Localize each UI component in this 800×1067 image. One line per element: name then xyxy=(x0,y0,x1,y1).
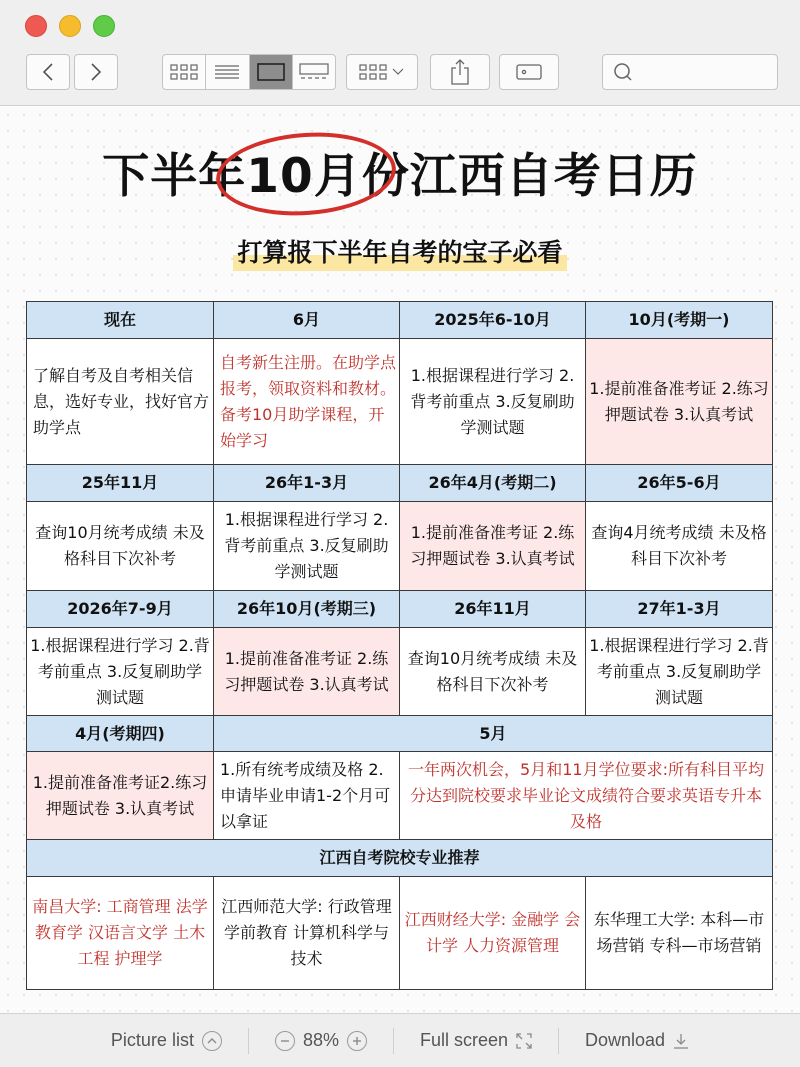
table-cell: 1.提前准备准考证 2.练习押题试卷 3.认真考试 xyxy=(214,628,400,716)
zoom-out-icon[interactable] xyxy=(275,1031,295,1051)
table-cell: 查询10月统考成绩 未及格科目下次补考 xyxy=(400,628,586,716)
back-button[interactable] xyxy=(26,54,70,90)
window-toolbar xyxy=(0,0,800,106)
school-cell: 南昌大学: 工商管理 法学 教育学 汉语言文学 土木工程 护理学 xyxy=(27,877,214,990)
table-row xyxy=(27,877,773,990)
full-screen-label: Full screen xyxy=(419,1030,509,1050)
forward-button[interactable] xyxy=(74,54,118,90)
minimize-window-button[interactable] xyxy=(59,15,81,37)
table-cell: 1.根据课程进行学习 2.背考前重点 3.反复刷助学测试题 xyxy=(27,628,214,716)
table-cell: 1.根据课程进行学习 2.背考前重点 3.反复刷助学测试题 xyxy=(214,502,400,591)
table-cell: 1.提前准备准考证 2.练习押题试卷 3.认真考试 xyxy=(586,339,773,465)
header-cell: 2025年6-10月 xyxy=(400,302,586,339)
table-cell: 了解自考及自考相关信息，选好专业，找好官方助学点 xyxy=(27,339,214,465)
zoom-level: 88% xyxy=(302,1030,339,1050)
search-field[interactable] xyxy=(602,54,778,90)
header-cell: 2026年7-9月 xyxy=(27,591,214,628)
table-row xyxy=(27,339,773,465)
page-subtitle: 打算报下半年自考的宝子必看 xyxy=(233,235,566,271)
table-cell: 1.提前准备准考证 2.练习押题试卷 3.认真考试 xyxy=(400,502,586,591)
cover-flow-icon xyxy=(299,63,329,81)
view-mode-group xyxy=(162,54,336,90)
header-cell: 26年1-3月 xyxy=(214,465,400,502)
chevron-up-icon xyxy=(202,1031,222,1051)
forward-arrow-icon xyxy=(90,62,102,82)
gallery-view-button[interactable] xyxy=(250,55,293,89)
school-cell: 江西师范大学: 行政管理 学前教育 计算机科学与技术 xyxy=(214,877,400,990)
search-input[interactable] xyxy=(639,65,769,80)
list-view-button[interactable] xyxy=(206,55,249,89)
school-cell: 江西财经大学: 金融学 会计学 人力资源管理 xyxy=(400,877,586,990)
section-header: 江西自考院校专业推荐 xyxy=(27,840,773,877)
document-page xyxy=(0,107,800,1013)
list-view-icon xyxy=(214,64,240,80)
table-row xyxy=(27,752,773,840)
download-icon xyxy=(673,1033,689,1049)
search-icon xyxy=(613,62,633,82)
header-cell: 现在 xyxy=(27,302,214,339)
header-cell: 25年11月 xyxy=(27,465,214,502)
header-cell: 5月 xyxy=(214,716,773,752)
icon-view-button[interactable] xyxy=(163,55,206,89)
bottom-bar xyxy=(0,1013,800,1067)
full-screen-button[interactable] xyxy=(394,1030,558,1051)
school-cell: 东华理工大学: 本科—市场营销 专科—市场营销 xyxy=(586,877,773,990)
fullscreen-icon xyxy=(516,1033,532,1049)
page-title: 下半年10月份江西自考日历 xyxy=(102,149,698,204)
zoom-in-icon[interactable] xyxy=(347,1031,367,1051)
table-row xyxy=(27,591,773,628)
table-row xyxy=(27,502,773,591)
header-cell: 26年4月(考期二) xyxy=(400,465,586,502)
tag-button[interactable] xyxy=(499,54,559,90)
header-cell: 27年1-3月 xyxy=(586,591,773,628)
header-cell: 26年11月 xyxy=(400,591,586,628)
zoom-control xyxy=(249,1030,393,1051)
share-button[interactable] xyxy=(430,54,490,90)
table-row xyxy=(27,716,773,752)
cover-flow-button[interactable] xyxy=(293,55,335,89)
header-cell: 26年5-6月 xyxy=(586,465,773,502)
close-window-button[interactable] xyxy=(25,15,47,37)
picture-list-button[interactable] xyxy=(85,1030,248,1051)
table-row xyxy=(27,628,773,716)
table-cell: 1.提前准备准考证2.练习押题试卷 3.认真考试 xyxy=(27,752,214,840)
arrange-dropdown[interactable] xyxy=(346,54,418,90)
subtitle-wrap xyxy=(0,235,800,271)
share-icon xyxy=(450,59,470,85)
table-cell: 查询4月统考成绩 未及格科目下次补考 xyxy=(586,502,773,591)
download-label: Download xyxy=(585,1030,666,1050)
table-row xyxy=(27,840,773,877)
icon-grid-view-icon xyxy=(170,64,198,80)
picture-list-label: Picture list xyxy=(110,1030,194,1050)
header-cell: 4月(考期四) xyxy=(27,716,214,752)
table-cell: 1.根据课程进行学习 2.背考前重点 3.反复刷助学测试题 xyxy=(586,628,773,716)
table-cell: 自考新生注册。在助学点报考，领取资料和教材。备考10月助学课程，开始学习 xyxy=(214,339,400,465)
zoom-window-button[interactable] xyxy=(93,15,115,37)
table-cell: 1.根据课程进行学习 2.背考前重点 3.反复刷助学测试题 xyxy=(400,339,586,465)
header-cell: 10月(考期一) xyxy=(586,302,773,339)
back-arrow-icon xyxy=(42,62,54,82)
table-cell: 一年两次机会，5月和11月学位要求:所有科目平均分达到院校要求毕业论文成绩符合要求英语专升本及格 xyxy=(400,752,773,840)
header-cell: 6月 xyxy=(214,302,400,339)
calendar-table xyxy=(26,301,773,990)
tag-icon xyxy=(516,64,542,80)
download-button[interactable] xyxy=(559,1030,715,1051)
title-circle-annotation xyxy=(213,127,398,221)
table-row xyxy=(27,465,773,502)
arrange-icon xyxy=(359,64,405,80)
table-row xyxy=(27,302,773,339)
header-cell: 26年10月(考期三) xyxy=(214,591,400,628)
table-cell: 查询10月统考成绩 未及格科目下次补考 xyxy=(27,502,214,591)
table-cell: 1.所有统考成绩及格 2.申请毕业申请1-2个月可以拿证 xyxy=(214,752,400,840)
gallery-view-icon xyxy=(257,63,285,81)
